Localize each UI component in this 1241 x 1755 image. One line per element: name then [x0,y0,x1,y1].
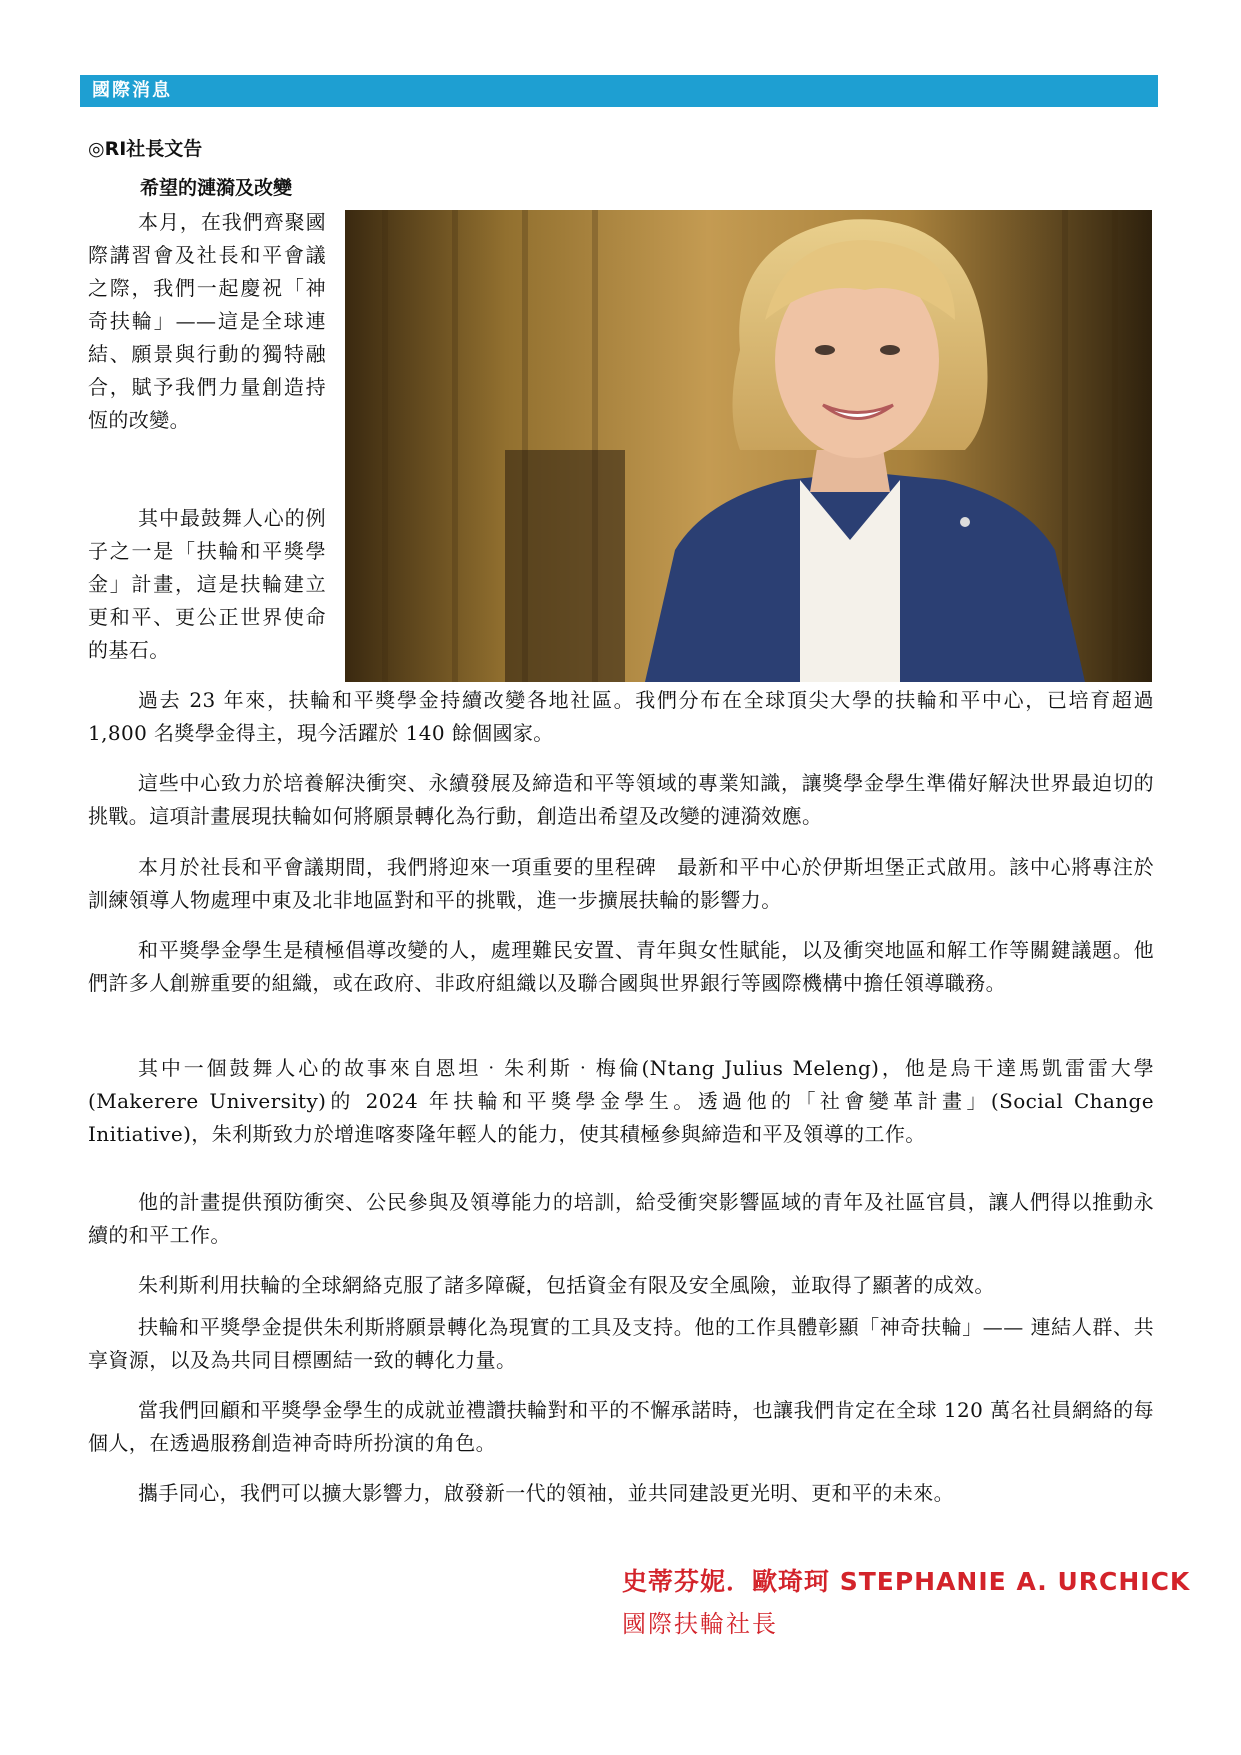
body-paragraph-4: 和平獎學金學生是積極倡導改變的人，處理難民安置、青年與女性賦能，以及衝突地區和解工作等關鍵議題。他們許多人創辦重要的組織，或在政府、非政府組織以及聯合國與世界銀行等國際機構中擔任領導職務。 [88,938,1154,995]
body-paragraph-9: 當我們回顧和平獎學金學生的成就並禮讚扶輪對和平的不懈承諾時，也讓我們肯定在全球 120 萬名社員網絡的每個人，在透過服務創造神奇時所扮演的角色。 [88,1398,1154,1455]
section-header-label: 國際消息 [92,80,172,101]
section-header-bar [80,75,1158,107]
signature-name: 史蒂芬妮．歐琦珂 STEPHANIE A. URCHICK [622,1567,1191,1596]
intro-paragraph-1: 本月，在我們齊聚國際講習會及社長和平會議之際，我們一起慶祝「神奇扶輪」——這是全球連結、願景與行動的獨特融合，賦予我們力量創造持恆的改變。 [88,210,326,432]
intro-paragraph-2: 其中最鼓舞人心的例子之一是「扶輪和平獎學金」計畫，這是扶輪建立更和平、更公正世界使命的基石。 [88,506,326,662]
section-heading: ◎RI社長文告 [88,138,203,160]
body-paragraph-6: 他的計畫提供預防衝突、公民參與及領導能力的培訓，給受衝突影響區域的青年及社區官員，讓人們得以推動永續的和平工作。 [88,1190,1154,1247]
president-portrait-photo [345,210,1152,682]
signature-block [622,1562,1190,1639]
body-paragraph-1: 過去 23 年來，扶輪和平獎學金持續改變各地社區。我們分布在全球頂尖大學的扶輪和平中心，已培育超過 1,800 名獎學金得主，現今活躍於 140 餘個國家。 [88,688,1154,745]
body-paragraph-8: 扶輪和平獎學金提供朱利斯將願景轉化為現實的工具及支持。他的工作具體彰顯「神奇扶輪」—— 連結人群、共享資源，以及為共同目標團結一致的轉化力量。 [88,1315,1154,1372]
signature-title: 國際扶輪社長 [622,1610,778,1638]
article-title: 希望的漣漪及改變 [140,177,293,199]
body-paragraph-3: 本月於社長和平會議期間，我們將迎來一項重要的里程碑 最新和平中心於伊斯坦堡正式啟用。該中心將專注於訓練領導人物處理中東及北非地區對和平的挑戰，進一步擴展扶輪的影響力。 [88,855,1154,912]
body-paragraph-7: 朱利斯利用扶輪的全球網絡克服了諸多障礙，包括資金有限及安全風險，並取得了顯著的成效。 [138,1273,995,1297]
body-paragraph-2: 這些中心致力於培養解決衝突、永續發展及締造和平等領域的專業知識，讓獎學金學生準備好解決世界最迫切的挑戰。這項計畫展現扶輪如何將願景轉化為行動，創造出希望及改變的漣漪效應。 [88,771,1154,828]
body-paragraph-5: 其中一個鼓舞人心的故事來自恩坦‧朱利斯‧梅倫(Ntang Julius Meleng)，他是烏干達馬凱雷雷大學(Makerere University)的 2024 年扶輪和平獎學金學生。透過他的「社會變革計畫」(Social Change Initiative)，朱利斯致力於增進喀麥隆年輕人的能力，使其積極參與締造和平及領導的工作。 [88,1056,1154,1146]
body-paragraph-10: 攜手同心，我們可以擴大影響力，啟發新一代的領袖，並共同建設更光明、更和平的未來。 [138,1481,954,1505]
portrait-illustration [345,210,1152,682]
